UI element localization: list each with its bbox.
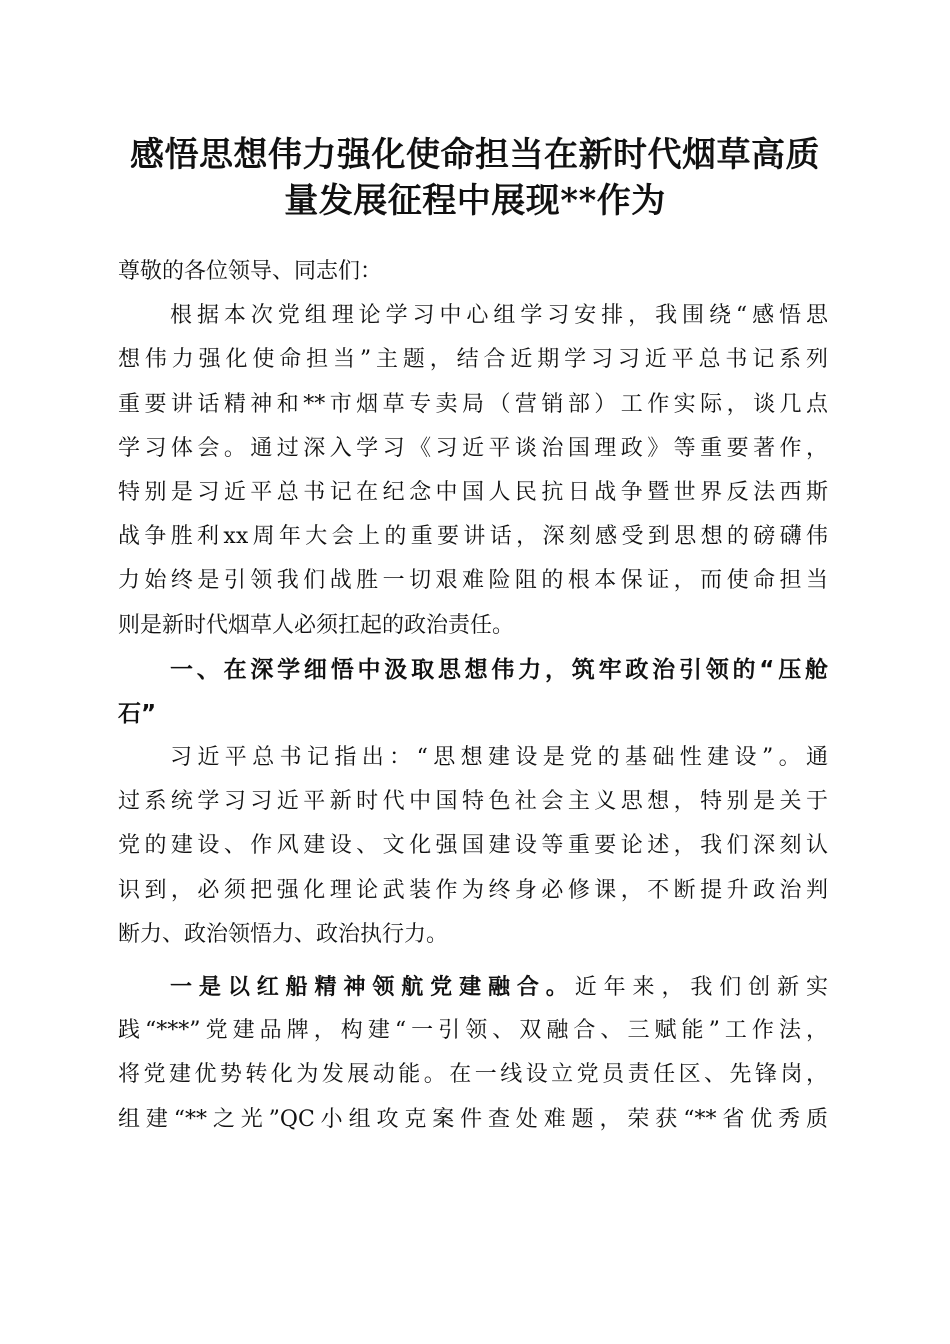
paragraph-line: 力始终是引领我们战胜一切艰难险阻的根本保证，而使命担当 bbox=[118, 568, 828, 594]
document-title bbox=[110, 132, 840, 224]
paragraph-line: 将党建优势转化为发展动能。在一线设立党员责任区、先锋岗， bbox=[118, 1062, 828, 1088]
salutation: 尊敬的各位领导、同志们： bbox=[118, 259, 383, 284]
document-body bbox=[118, 250, 828, 1142]
paragraph-line bbox=[118, 965, 828, 1009]
paragraph-line: 识到，必须把强化理论武装作为终身必修课，不断提升政治判 bbox=[118, 877, 828, 903]
heading-line: 一、在深学细悟中汲取思想伟力，筑牢政治引领的“压舱 bbox=[170, 656, 828, 683]
paragraph-line: 组建“**之光”QC小组攻克案件查处难题，荣获“**省优秀质 bbox=[118, 1106, 828, 1132]
paragraph-line: 则是新时代烟草人必须扛起的政治责任。 bbox=[118, 612, 515, 638]
paragraph-line: 断力、政治领悟力、政治执行力。 bbox=[118, 921, 449, 947]
paragraph-line: 学习体会。通过深入学习《习近平谈治国理政》等重要著作， bbox=[118, 435, 828, 461]
paragraph-line: 战争胜利xx周年大会上的重要讲话，深刻感受到思想的磅礴伟 bbox=[118, 524, 828, 550]
paragraph-line: 特别是习近平总书记在纪念中国人民抗日战争暨世界反法西斯 bbox=[118, 479, 828, 505]
paragraph-line: 过系统学习习近平新时代中国特色社会主义思想，特别是关于 bbox=[118, 789, 828, 815]
paragraph-line: 重要讲话精神和**市烟草专卖局（营销部）工作实际，谈几点 bbox=[118, 391, 828, 417]
title-line: 量发展征程中展现**作为 bbox=[284, 181, 666, 221]
section-heading-1 bbox=[118, 648, 828, 736]
paragraph-point-1 bbox=[118, 965, 828, 1142]
point-text: 近年来，我们创新实 bbox=[574, 975, 828, 1000]
paragraph-line: 想伟力强化使命担当”主题，结合近期学习习近平总书记系列 bbox=[118, 347, 828, 373]
paragraph-line: 习近平总书记指出：“思想建设是党的基础性建设”。通 bbox=[170, 745, 828, 771]
paragraph-line: 践“***”党建品牌，构建“一引领、双融合、三赋能”工作法， bbox=[118, 1018, 828, 1044]
paragraph-gap bbox=[118, 957, 828, 965]
paragraph-section1 bbox=[118, 736, 828, 957]
title-line: 感悟思想伟力强化使命担当在新时代烟草高质 bbox=[130, 135, 820, 175]
paragraph-line: 党的建设、作风建设、文化强国建设等重要论述，我们深刻认 bbox=[118, 833, 828, 859]
paragraph-line: 根据本次党组理论学习中心组学习安排，我围绕“感悟思 bbox=[170, 303, 828, 329]
paragraph-intro bbox=[118, 294, 828, 648]
heading-line: 石” bbox=[118, 700, 157, 727]
point-lead: 一是以红船精神领航党建融合。 bbox=[170, 974, 575, 1000]
